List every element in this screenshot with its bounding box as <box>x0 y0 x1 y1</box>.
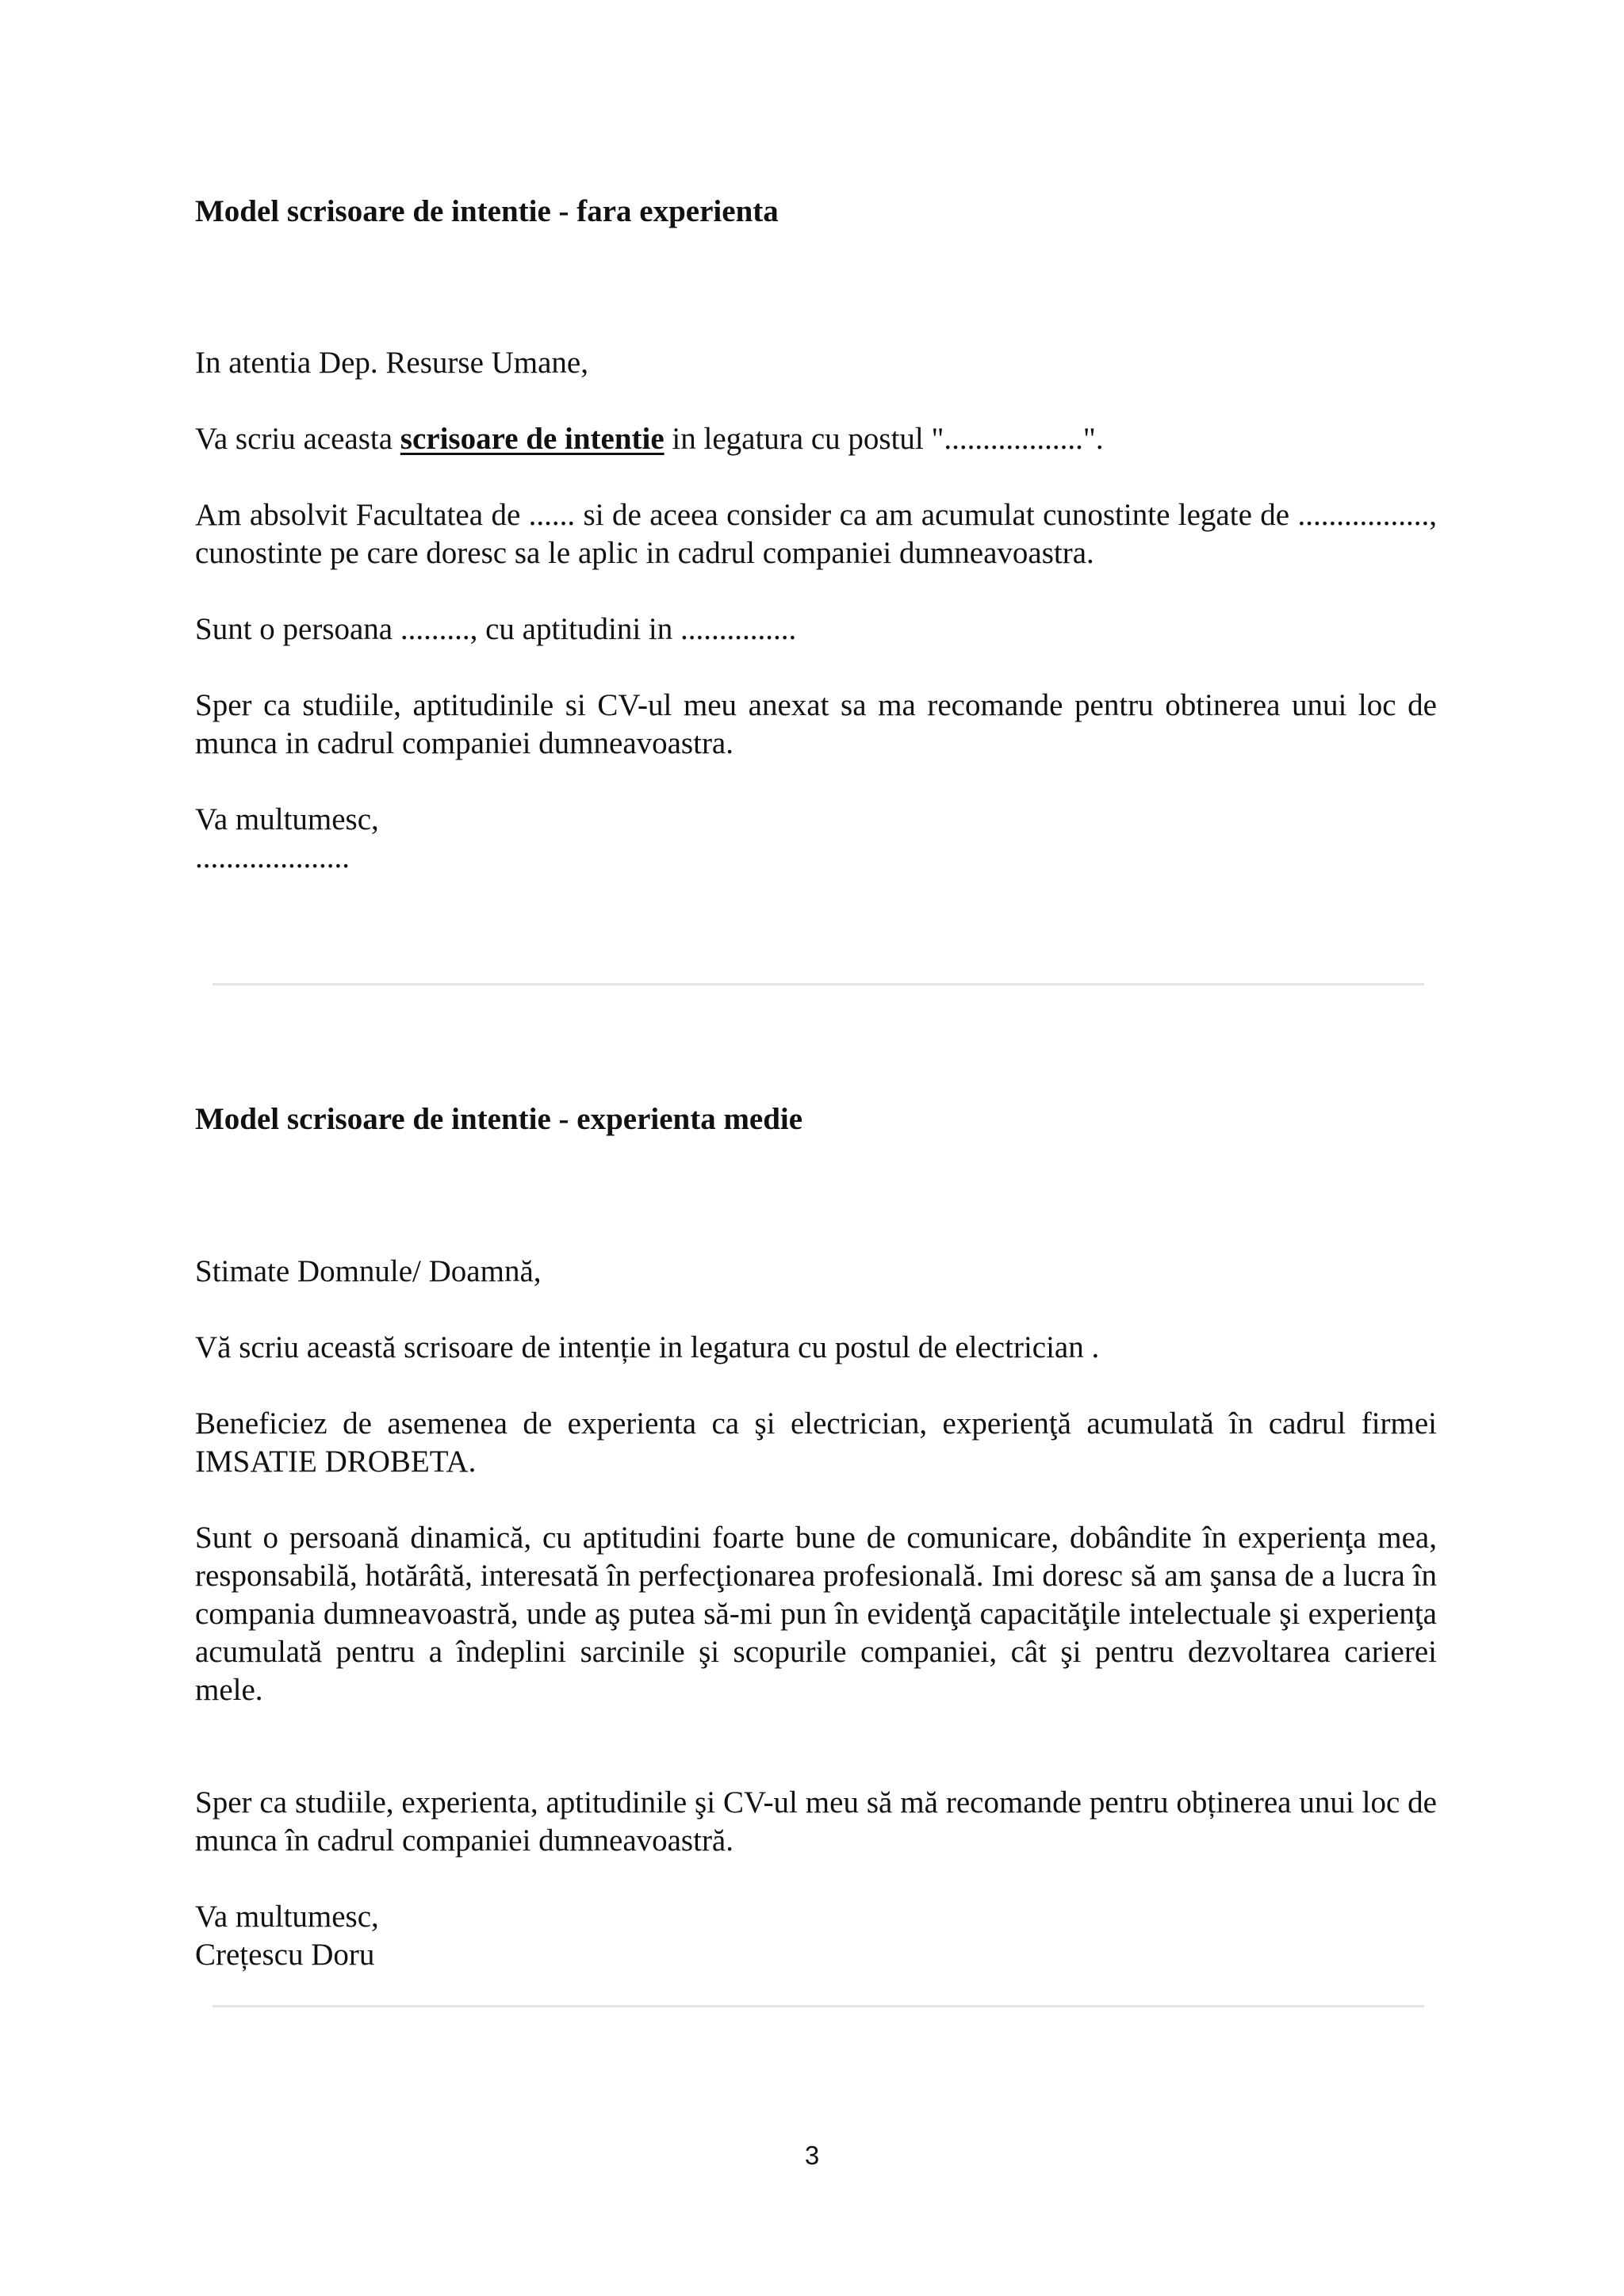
section2-salutation: Stimate Domnule/ Doamnă, <box>195 1254 542 1288</box>
section1-p1-post: in legatura cu postul "..................". <box>664 422 1104 456</box>
section1-closing: Va multumesc, <box>195 802 379 836</box>
section1-p1-pre: Va scriu aceasta <box>195 422 400 456</box>
section2-paragraph-4: Sper ca studiile, experienta, aptitudinile şi CV-ul meu să mă recomande pentru obținerea unui loc de munca în cadrul companiei dumneavoastră. <box>195 1785 1437 1858</box>
section-divider <box>213 983 1424 985</box>
section2-heading: Model scrisoare de intentie - experienta medie <box>195 1102 803 1136</box>
section1-paragraph-3: Sunt o persoana ........., cu aptitudini in ............... <box>195 612 797 646</box>
section-divider-bottom <box>213 2005 1424 2007</box>
section2-signature: Crețescu Doru <box>195 1938 375 1972</box>
section1-salutation: In atentia Dep. Resurse Umane, <box>195 346 588 380</box>
section1-paragraph-4: Sper ca studiile, aptitudinile si CV-ul meu anexat sa ma recomande pentru obtinerea unui loc de munca in cadrul companiei dumneavoastra. <box>195 688 1437 760</box>
section2-paragraph-3: Sunt o persoană dinamică, cu aptitudini foarte bune de comunicare, dobândite în experienţa mea, responsabilă, hotărâtă, interesată în perfecţionarea profesională. Imi doresc să am şansa de a lucra în compania dumneavoastră, unde aş putea să-mi pun în evidenţă capacităţile intelectuale şi experienţa acumulată pentru a îndeplini sarcinile şi scopurile companiei, cât şi pentru dezvoltarea carierei mele. <box>195 1521 1437 1707</box>
section2-closing: Va multumesc, <box>195 1900 379 1934</box>
section1-p1-bold-link[interactable]: scrisoare de intentie <box>400 422 665 456</box>
section1-paragraph-1 <box>195 420 1437 458</box>
section1-signature: .................... <box>195 840 350 874</box>
section2-paragraph-2: Beneficiez de asemenea de experienta ca şi electrician, experienţă acumulată în cadrul firmei IMSATIE DROBETA. <box>195 1406 1437 1479</box>
page-number: 3 <box>804 2141 820 2170</box>
section2-paragraph-1: Vă scriu această scrisoare de intenție in legatura cu postul de electrician . <box>195 1330 1100 1364</box>
section1-heading: Model scrisoare de intentie - fara experienta <box>195 194 779 228</box>
section1-paragraph-2: Am absolvit Facultatea de ...... si de aceea consider ca am acumulat cunostinte legate de ................., cunostinte pe care doresc sa le aplic in cadrul companiei dumneavoastra. <box>195 498 1437 570</box>
